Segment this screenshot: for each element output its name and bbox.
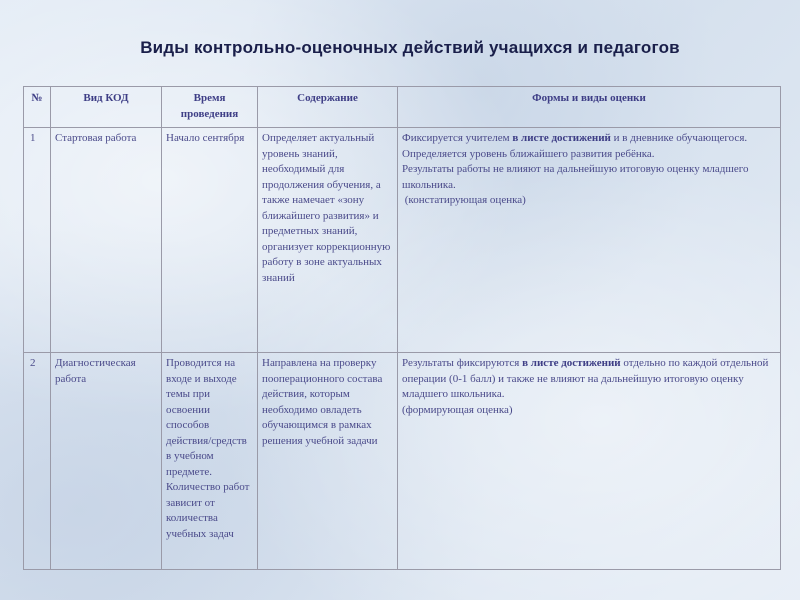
- row-content: Определяет актуальный уровень знаний, необходимый для продолжения обучения, а также намечает «зону ближайшего развития» и предметных знаний, организует коррекционную работу в зоне актуальных знаний: [258, 128, 398, 353]
- row-forms: [398, 128, 781, 353]
- header-kind: Вид КОД: [51, 87, 162, 128]
- assessment-table: [23, 86, 781, 570]
- table-row: [24, 353, 781, 570]
- row-forms: [398, 353, 781, 570]
- header-num: №: [24, 87, 51, 128]
- row-content: Направлена на проверку пооперационного состава действия, которым необходимо овладеть обучающимся в рамках решения учебной задачи: [258, 353, 398, 570]
- forms-assessment-type: (констатирующая оценка): [402, 194, 526, 206]
- header-content: Содержание: [258, 87, 398, 128]
- header-time: Время проведения: [162, 87, 258, 128]
- forms-paragraph: Результаты работы не влияют на дальнейшую итоговую оценку младшего школьника.: [402, 163, 749, 191]
- forms-paragraph: Результаты фиксируются в листе достижений отдельно по каждой отдельной операции (0-1 балл) и также не влияют на дальнейшую итоговую оценку младшего школьника.: [402, 357, 769, 400]
- table-row: [24, 128, 781, 353]
- forms-assessment-type: (формирующая оценка): [402, 403, 513, 416]
- table-header-row: [24, 87, 781, 128]
- row-num: 2: [24, 353, 51, 570]
- row-time: Проводится на входе и выходе темы при освоении способов действия/средств в учебном предмете. Количество работ зависит от количества учебных задач: [162, 353, 258, 570]
- row-num: 1: [24, 128, 51, 353]
- row-kind: Стартовая работа: [51, 128, 162, 353]
- row-kind: Диагностическая работа: [51, 353, 162, 570]
- forms-paragraph: Фиксируется учителем в листе достижений и в дневнике обучающегося. Определяется уровень ближайшего развития ребёнка.: [402, 132, 748, 160]
- achievement-sheet-text: в листе достижений: [512, 132, 611, 144]
- page-title: Виды контрольно-оценочных действий учащихся и педагогов: [140, 38, 680, 57]
- row-time: Начало сентября: [162, 128, 258, 353]
- achievement-sheet-text: в листе достижений: [522, 357, 621, 369]
- header-forms: Формы и виды оценки: [398, 87, 781, 128]
